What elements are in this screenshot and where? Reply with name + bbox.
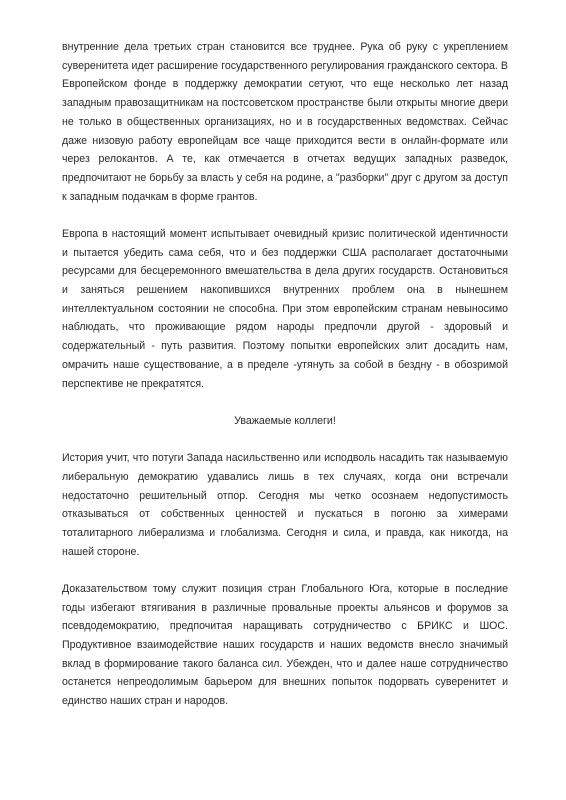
salutation: Уважаемые коллеги! [234,414,336,427]
paragraph: История учит, что потуги Запада насильственно или исподволь насадить так называемую либеральную демократию удавались лишь в тех случаях, когда они встречали недостаточно решительный отпор. Сегодня мы четко осознаем недопустимость отказываться от собственных ценностей и пускаться в погоню за химерами тоталитарного либерализма и глобализма. Сегодня и сила, и правда, как никогда, на нашей стороне. [62,452,508,558]
paragraph: Доказательством тому служит позиция стран Глобального Юга, которые в последние годы избегают втягивания в различные провальные проекты альянсов и форумов за псевдодемократию, предпочитая наращивать сотрудничество с БРИКС и ШОС. Продуктивное взаимодействие наших государств и наших ведомств внесло значимый вклад в формирование такого баланса сил. Убежден, что и далее наше сотрудничество останется непреодолимым барьером для внешних попыток подорвать суверенитет и единство наших стран и народов. [62,582,508,708]
paragraph: Европа в настоящий момент испытывает очевидный кризис политической идентичности и пытается убедить сама себя, что и без поддержки США располагает достаточными ресурсами для бесцеремонного вмешательства в дела других государств. Остановиться и заняться решением накопившихся внутренних проблем она в нынешнем интеллектуальном состоянии не способна. При этом европейским странам невыносимо наблюдать, что проживающие рядом народы предпочли другой - здоровый и содержательный - путь развития. Поэтому попытки европейских элит досадить нам, омрачить наше существование, а в пределе -утянуть за собой в бездну - в обозримой перспективе не прекратятся. [62,227,508,390]
document-page [62,38,508,729]
paragraph: внутренние дела третьих стран становится все труднее. Рука об руку с укреплением суверенитета идет расширение государственного регулирования гражданского сектора. В Европейском фонде в поддержку демократии сетуют, что еще несколько лет назад западным правозащитникам на постсоветском пространстве были открыты многие двери не только в общественных организациях, но и в государственных ведомствах. Сейчас даже низовую работу европейцам все чаще приходится вести в онлайн-формате или через релокантов. А те, как отмечается в отчетах ведущих западных разведок, предпочитают не борьбу за власть у себя на родине, а "разборки" друг с другом за доступ к западным подачкам в форме грантов. [62,41,508,203]
